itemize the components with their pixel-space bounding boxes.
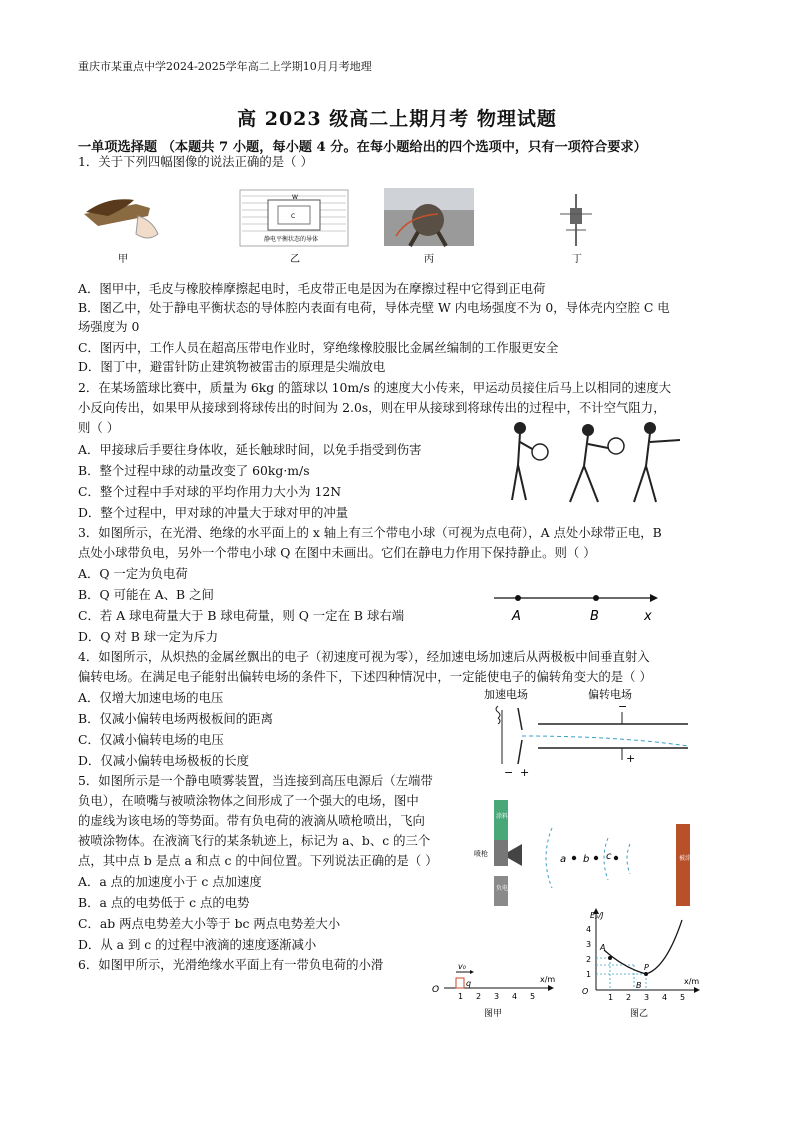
q4-source-plus: + — [520, 766, 530, 779]
caption-yi: 乙 — [290, 254, 300, 265]
fig-conductor-shell — [240, 190, 348, 246]
q1-option-b: B．图乙中，处于静电平衡状态的导体腔内表面有电荷，导体壳壁 W 内电场强度不为 0，导体壳内空腔 C 电 — [78, 300, 670, 315]
q1-figures — [78, 186, 718, 266]
q6b-ytick-3: 3 — [586, 940, 592, 949]
q5-label-obj: 被涂物 — [679, 855, 698, 862]
q5-point-a: a — [560, 854, 567, 865]
fig-fur-rod — [84, 199, 158, 238]
q6b-origin: O — [582, 987, 589, 996]
q5-option-d: D．从 a 到 c 的过程中液滴的速度逐渐减小 — [78, 937, 317, 952]
q2-option-c: C．整个过程中手对球的平均作用力大小为 12N — [78, 484, 342, 499]
q6b-xtick-1: 1 — [608, 993, 614, 1002]
q5-label-gun: 喷枪 — [474, 850, 488, 858]
q5-option-a: A．a 点的加速度小于 c 点加速度 — [78, 874, 262, 889]
q1-stem: 1．关于下列四幅图像的说法正确的是（ ） — [78, 154, 313, 169]
q3-point-a: A — [512, 609, 521, 624]
q6a-tick-1: 1 — [458, 992, 464, 1001]
q4-stem-1: 4．如图所示，从炽热的金属丝飘出的电子（初速度可视为零），经加速电场加速后从两极板中间垂直射入 — [78, 649, 650, 664]
caption-jia: 甲 — [118, 254, 128, 265]
fig2-caption: 静电平衡状态的导体 — [264, 236, 319, 243]
q2-option-d: D．整个过程中，甲对球的冲量大于球对甲的冲量 — [78, 505, 349, 520]
q6b-y-label: Eₚ/J — [590, 911, 604, 920]
q6b-ytick-2: 2 — [586, 955, 592, 964]
q4-option-c: C．仅减小偏转电场的电压 — [78, 732, 224, 747]
q4-label-acc: 加速电场 — [484, 688, 528, 701]
q2-stem-1: 2．在某场篮球比赛中，质量为 6kg 的篮球以 10m/s 的速度大小传来，甲运动员接住后马上以相同的速度大 — [78, 380, 672, 395]
q2-option-b: B．整个过程中球的动量改变了 60kg·m/s — [78, 463, 310, 478]
q6b-point-b: B — [636, 981, 642, 990]
q1-option-a: A．图甲中，毛皮与橡胶棒摩擦起电时，毛皮带正电是因为在摩擦过程中它得到正电荷 — [78, 281, 546, 296]
fig2-label-w: W — [292, 194, 298, 201]
q6b-x-label: x/m — [684, 977, 700, 986]
q3-option-a: A．Q 一定为负电荷 — [78, 566, 188, 581]
caption-bing: 丙 — [424, 254, 434, 265]
q3-point-b: B — [590, 609, 599, 624]
q5-stem-4: 被喷涂物体。在液滴飞行的某条轨迹上，标记为 a、b、c 的三个 — [78, 833, 431, 848]
q6a-q: q — [466, 979, 472, 988]
q5-point-c: c — [606, 851, 612, 862]
q5-option-c: C．ab 两点电势差大小等于 bc 两点电势差大小 — [78, 916, 341, 931]
q5-stem-3: 的虚线为该电场的等势面。带有负电荷的液滴从喷枪喷出，飞向 — [78, 813, 425, 828]
q6b-point-a: A — [600, 943, 606, 952]
q6-stem: 6．如图甲所示，光滑绝缘水平面上有一带负电荷的小滑 — [78, 957, 384, 972]
q2-players-figure — [500, 420, 700, 510]
fig-lightning-rod — [560, 194, 592, 246]
q4-label-def: 偏转电场 — [588, 688, 632, 701]
q6a-tick-5: 5 — [530, 992, 536, 1001]
q4-option-d: D．仅减小偏转电场极板的长度 — [78, 753, 250, 768]
q5-stem-1: 5．如图所示是一个静电喷雾装置，当连接到高压电源后（左端带 — [78, 773, 433, 788]
q4-source-minus: − — [504, 766, 514, 779]
q2-stem-2: 小反向传出，如果甲从接球到将球传出的时间为 2.0s，则在甲从接球到将球传出的过程中，不计空气阻力， — [78, 400, 666, 415]
q6b-xtick-5: 5 — [680, 993, 686, 1002]
q6a-tick-3: 3 — [494, 992, 500, 1001]
q3-option-b: B．Q 可能在 A、B 之间 — [78, 587, 214, 602]
page-header: 重庆市某重点中学2024-2025学年高二上学期10月月考地理 — [78, 60, 372, 73]
q6b-ytick-4: 4 — [586, 925, 592, 934]
fig2-label-c: C — [291, 213, 296, 220]
q3-stem-1: 3．如图所示，在光滑、绝缘的水平面上的 x 轴上有三个带电小球（可视为点电荷），A 点处小球带正电，B — [78, 525, 662, 540]
q2-stem-3: 则（ ） — [78, 420, 120, 435]
q6a-tick-4: 4 — [512, 992, 518, 1001]
q3-axis-figure — [490, 586, 670, 626]
q1-option-d: D．图丁中，避雷针防止建筑物被雷击的原理是尖端放电 — [78, 359, 386, 374]
q6b-xtick-4: 4 — [662, 993, 668, 1002]
q1-option-c: C．图丙中，工作人员在超高压带电作业时，穿绝缘橡胶服比金属丝编制的工作服更安全 — [78, 340, 559, 355]
q6b-caption: 图乙 — [630, 1009, 649, 1019]
q3-option-d: D．Q 对 B 球一定为斥力 — [78, 629, 219, 644]
q3-stem-2: 点处小球带负电，另外一个带电小球 Q 在图中未画出。它们在静电力作用下保持静止。则（ ） — [78, 545, 596, 560]
q6a-origin: O — [432, 985, 440, 995]
q6a-v0: v₀ — [458, 962, 466, 971]
q3-axis-x: x — [644, 609, 652, 624]
q6-fig-b — [574, 906, 710, 1022]
q4-option-b: B．仅减小偏转电场两极板间的距离 — [78, 711, 273, 726]
q4-electron-gun-figure — [478, 684, 708, 784]
page-title: 高 2023 级高二上期月考 物理试题 — [237, 108, 557, 130]
q6b-xtick-2: 2 — [626, 993, 632, 1002]
q4-stem-2: 偏转电场。在满足电子能射出偏转电场的条件下，下述四种情况中，一定能使电子的偏转角变大的是（ ） — [78, 669, 652, 684]
q4-plate-plus: + — [626, 752, 636, 765]
q5-spray-figure — [470, 796, 700, 908]
q5-label-neg: 负电压 — [496, 885, 515, 892]
q6b-ytick-1: 1 — [586, 970, 592, 979]
q5-option-b: B．a 点的电势低于 c 点的电势 — [78, 895, 250, 910]
q6a-tick-2: 2 — [476, 992, 482, 1001]
fig-worker-photo — [384, 188, 474, 246]
q6b-xtick-3: 3 — [644, 993, 650, 1002]
q3-option-c: C．若 A 球电荷量大于 B 球电荷量，则 Q 一定在 B 球右端 — [78, 608, 405, 623]
q6b-point-p: P — [644, 963, 649, 972]
section-heading: 一单项选择题 （本题共 7 小题，每小题 4 分。在每小题给出的四个选项中，只有一项符合要求） — [78, 140, 647, 155]
q6a-caption: 图甲 — [484, 1009, 503, 1019]
q6-fig-a — [426, 956, 562, 1022]
q5-stem-2: 负电），在喷嘴与被喷涂物体之间形成了一个强大的电场，图中 — [78, 793, 419, 808]
q5-stem-5: 点，其中点 b 是点 a 和点 c 的中间位置。下列说法正确的是（ ） — [78, 853, 438, 868]
q6a-x-label: x/m — [540, 975, 556, 984]
q5-point-b: b — [583, 854, 590, 865]
caption-ding: 丁 — [572, 254, 582, 265]
q4-plate-minus: − — [618, 700, 628, 713]
q4-option-a: A．仅增大加速电场的电压 — [78, 690, 224, 705]
q2-option-a: A．甲接球后手要往身体收，延长触球时间，以免手指受到伤害 — [78, 442, 422, 457]
q5-label-paint: 涂料 — [496, 813, 509, 820]
q1-option-b-cont: 场强度为 0 — [78, 319, 140, 334]
